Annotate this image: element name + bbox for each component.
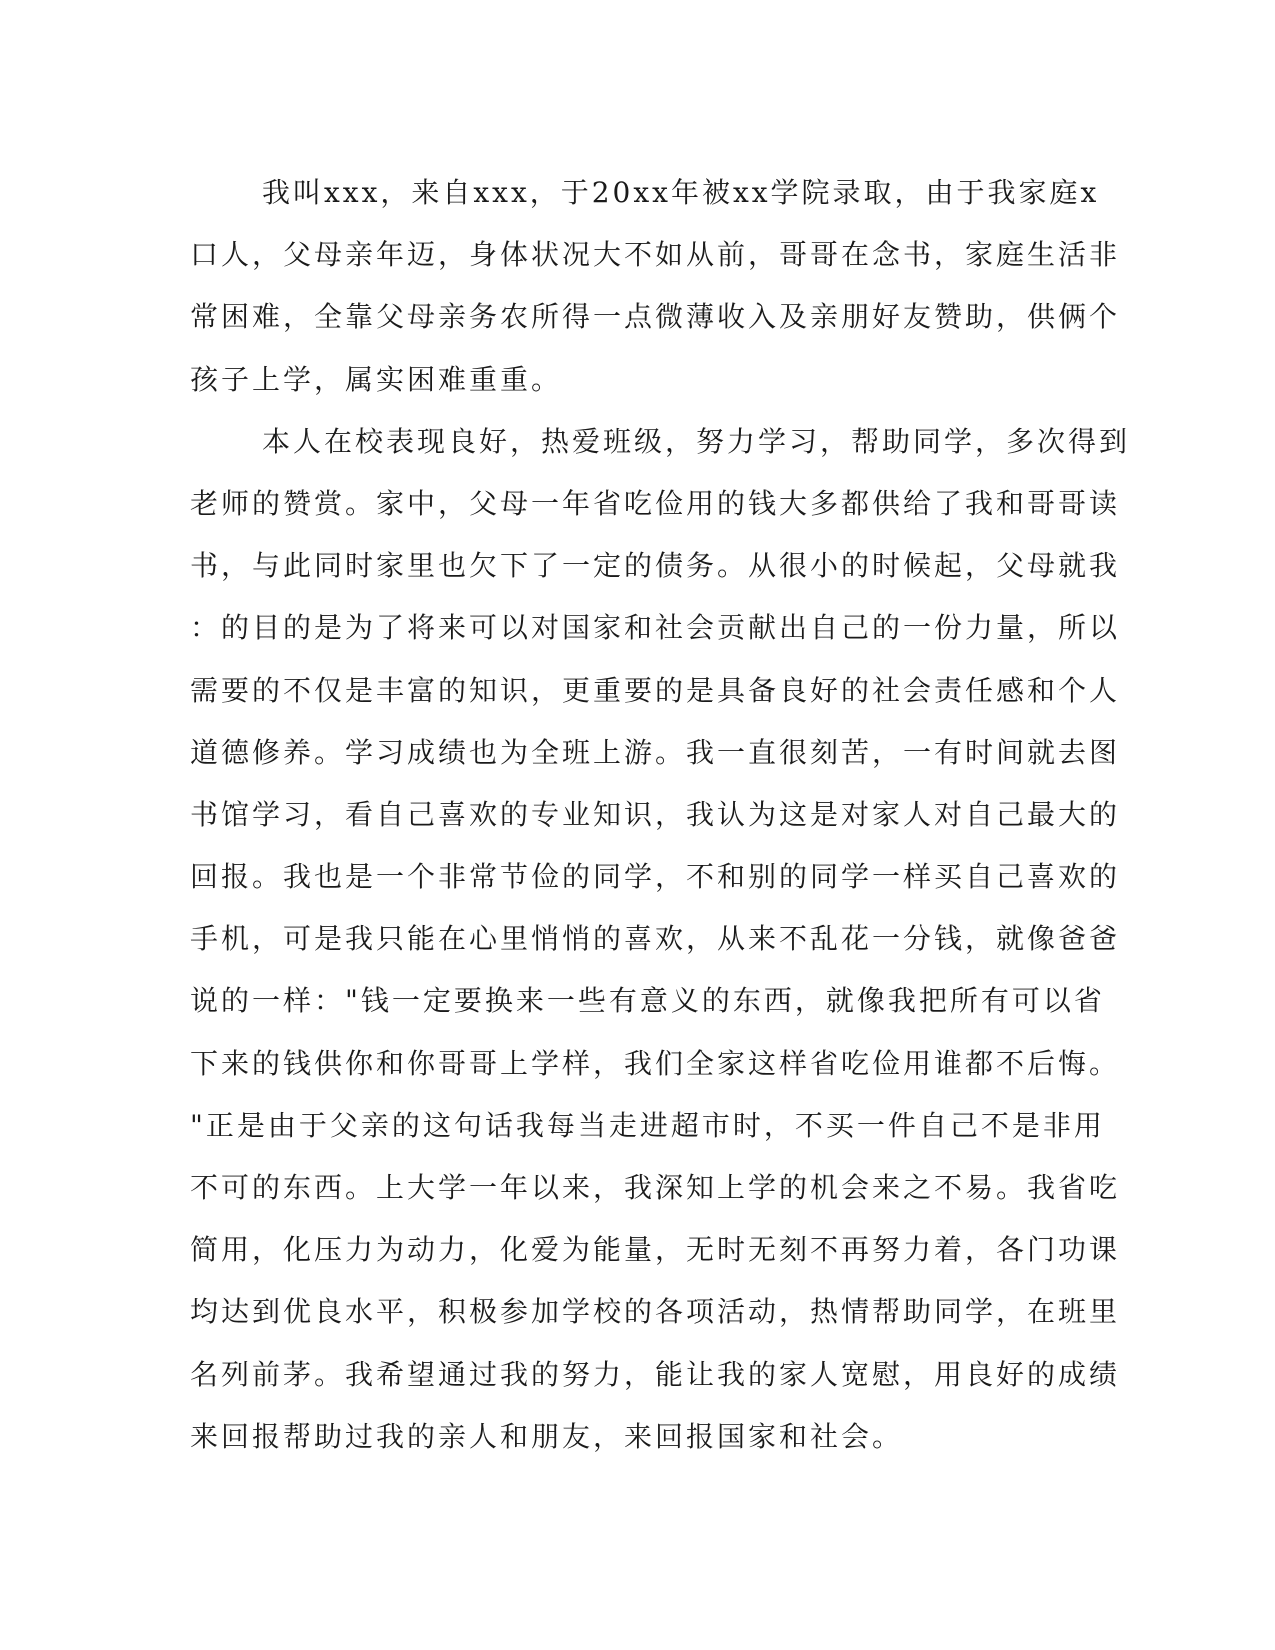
paragraph-2-line-6: 道德修养。学习成绩也为全班上游。我一直很刻苦，一有时间就去图 bbox=[190, 735, 1121, 769]
paragraph-1 bbox=[190, 162, 1121, 411]
paragraph-2-line-16: 名列前茅。我希望通过我的努力，能让我的家人宽慰，用良好的成绩 bbox=[190, 1357, 1121, 1391]
paragraph-2-line-7: 书馆学习，看自己喜欢的专业知识，我认为这是对家人对自己最大的 bbox=[190, 797, 1121, 831]
paragraph-2-line-4: ：的目的是为了将来可以对国家和社会贡献出自己的一份力量，所以 bbox=[190, 611, 1121, 645]
paragraph-2-line-1: 本人在校表现良好，热爱班级，努力学习，帮助同学，多次得到 bbox=[262, 424, 1131, 458]
paragraph-2 bbox=[190, 411, 1131, 1468]
paragraph-2-line-10: 说的一样："钱一定要换来一些有意义的东西，就像我把所有可以省 bbox=[190, 984, 1105, 1018]
paragraph-2-line-11: 下来的钱供你和你哥哥上学样，我们全家这样省吃俭用谁都不后悔。 bbox=[190, 1046, 1121, 1080]
paragraph-2-line-12: "正是由于父亲的这句话我每当走进超市时，不买一件自己不是非用 bbox=[190, 1108, 1105, 1142]
paragraph-2-line-14: 简用，化压力为动力，化爱为能量，无时无刻不再努力着，各门功课 bbox=[190, 1233, 1121, 1267]
paragraph-2-line-9: 手机，可是我只能在心里悄悄的喜欢，从来不乱花一分钱，就像爸爸 bbox=[190, 922, 1121, 956]
paragraph-2-line-3: 书，与此同时家里也欠下了一定的债务。从很小的时候起，父母就我 bbox=[190, 549, 1121, 583]
document-body bbox=[190, 162, 1131, 1468]
paragraph-2-line-2: 老师的赞赏。家中，父母一年省吃俭用的钱大多都供给了我和哥哥读 bbox=[190, 486, 1121, 520]
paragraph-2-line-5: 需要的不仅是丰富的知识，更重要的是具备良好的社会责任感和个人 bbox=[190, 673, 1121, 707]
paragraph-2-line-17: 来回报帮助过我的亲人和朋友，来回报国家和社会。 bbox=[190, 1419, 904, 1453]
paragraph-1-line-3: 常困难，全靠父母亲务农所得一点微薄收入及亲朋好友赞助，供俩个 bbox=[190, 300, 1121, 334]
paragraph-2-line-13: 不可的东西。上大学一年以来，我深知上学的机会来之不易。我省吃 bbox=[190, 1171, 1121, 1204]
paragraph-1-line-1: 我叫xxx，来自xxx，于20xx年被xx学院录取，由于我家庭x bbox=[262, 176, 1100, 209]
paragraph-2-line-15: 均达到优良水平，积极参加学校的各项活动，热情帮助同学，在班里 bbox=[190, 1295, 1121, 1329]
paragraph-2-line-8: 回报。我也是一个非常节俭的同学，不和别的同学一样买自己喜欢的 bbox=[190, 860, 1121, 894]
paragraph-1-line-4: 孩子上学，属实困难重重。 bbox=[190, 362, 563, 396]
paragraph-1-line-2: 口人，父母亲年迈，身体状况大不如从前，哥哥在念书，家庭生活非 bbox=[190, 238, 1121, 272]
